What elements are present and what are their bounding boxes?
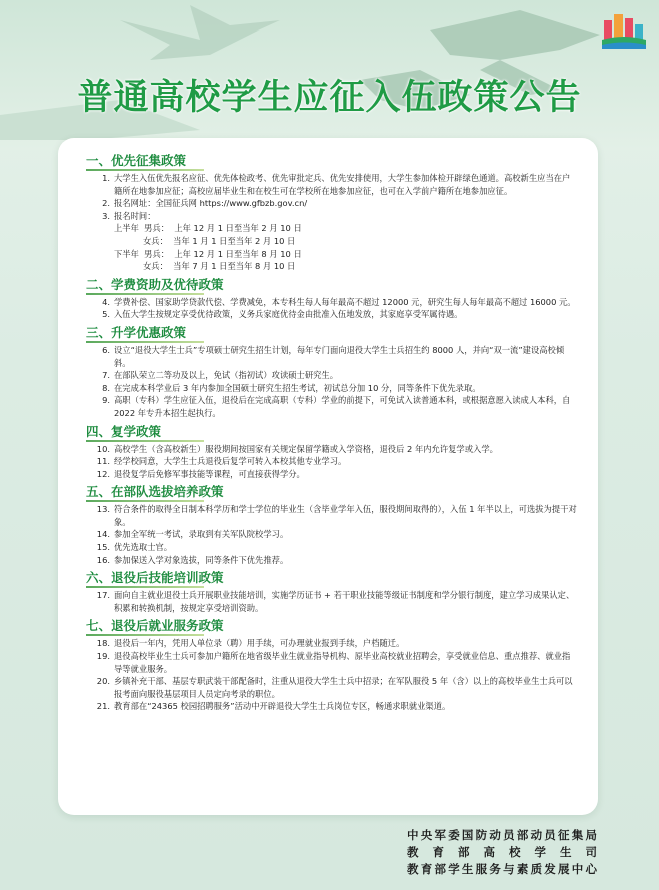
section-title: 四、复学政策	[86, 423, 578, 442]
schedule-row: 下半年 男兵： 上年 12 月 1 日至当年 8 月 10 日	[114, 248, 302, 259]
list-item: 8. 在完成本科学业后 3 年内参加全国硕士研究生招生考试，初试总分加 10 分，同等条件下优先录取。	[102, 382, 481, 393]
list-item: 7. 在部队荣立二等功及以上，免试（指初试）攻读硕士研究生。	[102, 370, 339, 381]
list-item: 5. 入伍大学生按规定享受优待政策，义务兵家庭优待金由批准入伍地发放，其家庭享受军属待遇。	[102, 309, 463, 320]
list-item: 3. 报名时间：	[102, 210, 156, 221]
list-item: 21. 教育部在“24365 校园招聘服务”活动中开辟退役大学生士兵岗位专区，畅通求职就业渠道。	[96, 701, 451, 712]
list-item: 9. 高职（专科）学生应征入伍，退役后在完成高职（专科）学业的前提下，可免试入读普通本科，或根据意愿入读成人本科，自 2022 年专升本招生起执行。	[102, 395, 571, 418]
section-employment-service	[86, 617, 578, 713]
schedule-row: 女兵： 当年 7 月 1 日至当年 8 月 10 日	[114, 261, 296, 272]
section-resume-school	[86, 423, 578, 481]
list-item: 10. 高校学生（含高校新生）服役期间按国家有关规定保留学籍或入学资格，退役后 2 年内允许复学或入学。	[96, 443, 498, 454]
issuing-authorities	[407, 827, 597, 878]
list-item: 1. 大学生入伍优先报名应征、优先体检政考、优先审批定兵、优先安排使用，大学生参加体检开辟绿色通道。高校新生应当在户籍所在地参加应征；高校应届毕业生和在校生可在学校所在地参加应征，也可在入学前户籍所在地参加应征。	[102, 173, 571, 196]
list-item: 12. 退役复学后免修军事技能等课程，可直接获得学分。	[96, 468, 305, 479]
section-army-selection	[86, 483, 578, 566]
section-further-study	[86, 324, 578, 420]
policy-content	[86, 152, 578, 716]
list-item: 15. 优先选取士官。	[96, 542, 173, 553]
registration-schedule	[86, 222, 578, 272]
authority-name: 教育部高校学生司	[407, 845, 597, 859]
section-title: 六、退役后技能培训政策	[86, 569, 578, 588]
section-priority-recruitment	[86, 152, 578, 273]
list-item: 18. 退役后一年内，凭用人单位录（聘）用手续，可办理就业报到手续，户档随迁。	[96, 638, 405, 649]
section-title: 二、学费资助及优待政策	[86, 276, 578, 295]
section-title: 七、退役后就业服务政策	[86, 617, 578, 636]
list-item: 13. 符合条件的取得全日制本科学历和学士学位的毕业生（含毕业学年入伍，服役期间取得的），入伍 1 年半以上，可选拔为提干对象。	[96, 504, 577, 527]
section-title: 五、在部队选拔培养政策	[86, 483, 578, 502]
list-item: 20. 乡镇补充干部、基层专职武装干部配备时，注重从退役大学生士兵中招录；在军队服役 5 年（含）以上的高校毕业生士兵可以报考面向服役基层项目人员定向考录的职位。	[96, 676, 573, 699]
schedule-row: 上半年 男兵： 上年 12 月 1 日至当年 2 月 10 日	[114, 223, 302, 234]
page-title: 普通高校学生应征入伍政策公告	[77, 78, 582, 118]
list-item: 4. 学费补偿、国家助学贷款代偿、学费减免，本专科生每人每年最高不超过 12000 元，研究生每人每年最高不超过 16000 元。	[102, 296, 576, 307]
section-skills-training	[86, 569, 578, 614]
list-item: 19. 退役高校毕业生士兵可参加户籍所在地省级毕业生就业指导机构、原毕业高校就业招聘会，享受就业信息、重点推荐、就业指导等就业服务。	[96, 651, 571, 674]
section-title: 一、优先征集政策	[86, 152, 578, 171]
logo-icon	[602, 10, 646, 50]
list-item: 17. 面向自主就业退役士兵开展职业技能培训，实施学历证书 + 若干职业技能等级证书制度和学分银行制度，建立学习成果认定、积累和转换机制，按规定享受培训资助。	[96, 590, 575, 613]
list-item: 16. 参加保送入学对象选拔，同等条件下优先推荐。	[96, 554, 289, 565]
authority-name: 中央军委国防动员部动员征集局	[407, 828, 597, 842]
authority-name: 教育部学生服务与素质发展中心	[407, 862, 597, 876]
list-item: 2. 报名网址：全国征兵网 https://www.gfbzb.gov.cn/	[102, 198, 308, 209]
section-tuition-aid	[86, 276, 578, 321]
list-item: 11. 经学校同意，大学生士兵退役后复学可转入本校其他专业学习。	[96, 456, 347, 467]
list-item: 6. 设立“退役大学生士兵”专项硕士研究生招生计划，每年专门面向退役大学生士兵招生约 8000 人，并向“双一流”建设高校倾斜。	[102, 344, 565, 368]
section-title: 三、升学优惠政策	[86, 324, 578, 343]
schedule-row: 女兵： 当年 1 月 1 日至当年 2 月 10 日	[114, 235, 296, 246]
list-item: 14. 参加全军统一考试，录取到有关军队院校学习。	[96, 529, 289, 540]
